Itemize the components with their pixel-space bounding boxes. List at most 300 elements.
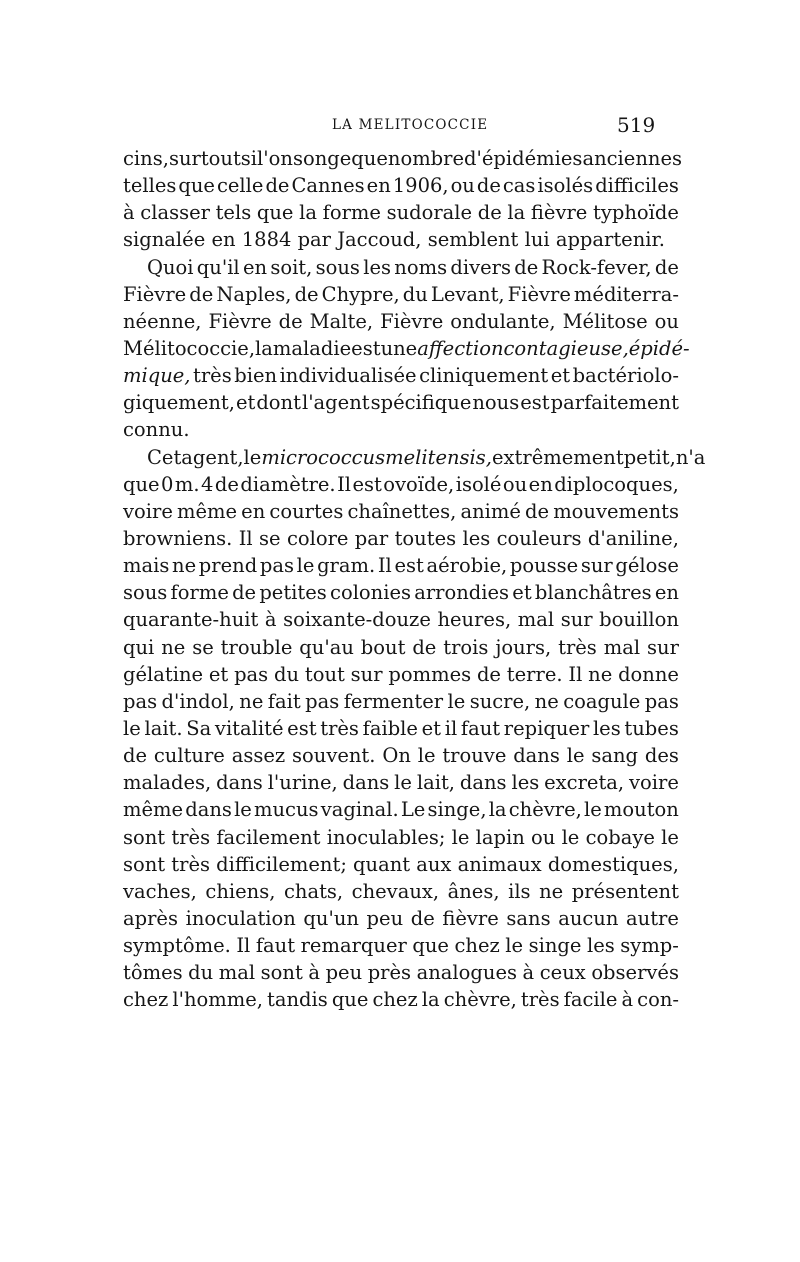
text-line (123, 444, 706, 471)
word: pas (644, 689, 679, 713)
word: ne (161, 635, 186, 659)
word: le (447, 689, 466, 713)
word: inoculation (185, 906, 296, 930)
word: trouble (220, 635, 293, 659)
word: dans (513, 744, 560, 768)
word: aérobie, (426, 554, 508, 578)
word: autre (626, 906, 679, 930)
word: de (412, 635, 437, 659)
word: singe, (427, 798, 487, 822)
word: malades, (123, 771, 212, 795)
word: chats, (283, 879, 344, 903)
word: sous (123, 581, 168, 605)
word: chèvre, (443, 988, 517, 1012)
word: On (382, 744, 411, 768)
word: parfaitement (550, 391, 679, 415)
word: sur (350, 662, 383, 686)
word: et (512, 581, 532, 605)
word: pas (123, 689, 158, 713)
word: lui (524, 228, 556, 252)
text-line (123, 281, 679, 308)
word: difficilement; (216, 852, 347, 876)
word: que (412, 934, 449, 958)
word: que (331, 988, 369, 1012)
word: l'agent (301, 391, 370, 415)
word: des (644, 744, 679, 768)
word: Le (400, 798, 426, 822)
text-line (123, 254, 679, 281)
word: quant (353, 852, 411, 876)
word: en (366, 174, 391, 198)
word: si (240, 147, 258, 170)
word: en (211, 228, 242, 252)
word: surtout (168, 147, 241, 170)
word: lait, (416, 771, 455, 795)
word: aux (416, 852, 452, 876)
text-line (123, 199, 679, 226)
word: micrococcus (261, 445, 386, 469)
word: dans (185, 798, 232, 822)
word: symp- (620, 934, 679, 958)
word: Malte, (309, 309, 374, 333)
word: courtes (269, 499, 344, 523)
word: terre. (506, 662, 563, 686)
word: le (661, 825, 679, 849)
word: mal (603, 635, 641, 659)
word: colore (286, 526, 349, 550)
text-line (123, 796, 679, 823)
word: extrêmement (492, 445, 624, 469)
word: petites (259, 581, 327, 605)
word: couleurs (496, 526, 582, 550)
word: mouton (603, 798, 679, 822)
word: pas (259, 554, 294, 578)
word: mouvements (553, 499, 679, 523)
word: le (505, 934, 524, 958)
word: chaînettes, (347, 499, 457, 523)
text-line (123, 471, 679, 498)
word: méditerra- (573, 282, 679, 306)
word: la (421, 988, 440, 1012)
word: ou (502, 472, 528, 496)
word: individualisée (279, 364, 417, 388)
word: pas (234, 662, 269, 686)
word: la (299, 201, 317, 225)
word: lapin (475, 825, 525, 849)
word: ou (450, 174, 475, 198)
word: Mélitose (562, 309, 648, 333)
text-line (123, 905, 679, 932)
word: d'aniline, (587, 526, 679, 550)
word: peu (366, 906, 404, 930)
word: Naples, (216, 282, 292, 306)
word: voire (123, 499, 173, 523)
word: n'a (675, 445, 706, 469)
word: Fièvre (380, 309, 444, 333)
word: analogues (416, 961, 517, 985)
word: les (592, 716, 621, 740)
word: d'indol, (161, 689, 235, 713)
word: trouve (442, 744, 507, 768)
word: Mélitococcie, (123, 336, 256, 360)
word: Levant, (430, 282, 505, 306)
word: isolés (537, 174, 594, 198)
word: domestiques, (547, 852, 679, 876)
text-line (123, 824, 679, 851)
word: arrondies (414, 581, 510, 605)
word: est (351, 336, 381, 360)
word: près (367, 961, 412, 985)
word: isolé (455, 472, 502, 496)
word: et (421, 716, 442, 740)
word: dont (256, 391, 301, 415)
word: classer (140, 201, 210, 225)
word: ânes, (447, 879, 500, 903)
word: les (363, 255, 392, 279)
word: que (178, 174, 215, 198)
text-line (123, 688, 679, 715)
word: Il (568, 662, 583, 686)
word: chez (372, 988, 418, 1012)
word: la (488, 798, 507, 822)
text-line (123, 498, 679, 525)
word: et (550, 364, 571, 388)
word: que (351, 147, 388, 170)
word: à (621, 988, 634, 1012)
word: présentent (571, 879, 679, 903)
text-line (123, 959, 679, 986)
text-line (123, 715, 679, 742)
word: de (232, 581, 257, 605)
word: 1906, (392, 174, 449, 198)
word: les (586, 934, 615, 958)
word: de (294, 282, 319, 306)
word: est (520, 391, 550, 415)
word: fait (267, 689, 301, 713)
word: en (241, 499, 266, 523)
text-line (123, 769, 679, 796)
word: en (242, 255, 268, 279)
word: très (520, 988, 560, 1012)
text-line (123, 172, 679, 199)
word: facilement (216, 825, 321, 849)
word: giquement, (123, 391, 235, 415)
word: néenne, (123, 309, 202, 333)
word: culture (153, 744, 225, 768)
word: très (320, 716, 359, 740)
word: de (214, 472, 239, 496)
word: 1884 (241, 228, 298, 252)
word: sont (123, 852, 166, 876)
word: par (297, 228, 338, 252)
word: fermenter (343, 689, 444, 713)
word: le (566, 744, 585, 768)
word: ou (654, 309, 679, 333)
word: cins, (123, 147, 169, 170)
word: connu. (123, 418, 190, 442)
word: même (123, 798, 184, 822)
word: chez (123, 988, 169, 1012)
word: mique, (123, 364, 191, 388)
word: ou (531, 825, 556, 849)
word: de (476, 174, 501, 198)
word: semblent (427, 228, 525, 252)
word: Fièvre (507, 282, 571, 306)
word: très (558, 635, 597, 659)
word: songe (292, 147, 352, 170)
word: sur (560, 608, 593, 632)
word: assez (231, 744, 286, 768)
word: de (278, 309, 303, 333)
word: qu'un (303, 906, 359, 930)
word: une (380, 336, 418, 360)
word: ne (172, 554, 197, 578)
word: animaux (457, 852, 542, 876)
word: cobaye (585, 825, 655, 849)
word: excreta, (544, 771, 625, 795)
word: ils (508, 879, 531, 903)
word: Il (238, 526, 253, 550)
word: ovoïde, (383, 472, 455, 496)
word: de (514, 255, 539, 279)
word: sans (506, 906, 551, 930)
word: il (444, 716, 458, 740)
word: Il (337, 472, 352, 496)
word: anciennes (582, 147, 682, 170)
word: sous (315, 255, 360, 279)
word: nombre (387, 147, 465, 170)
word: les (511, 771, 540, 795)
running-title: LA MELITOCOCCIE (332, 117, 489, 133)
text-line (123, 634, 679, 661)
text-line (123, 552, 679, 579)
word: et (235, 391, 256, 415)
word: le (296, 554, 315, 578)
word: sont (260, 961, 303, 985)
word: spécifique (370, 391, 472, 415)
word: de (189, 282, 214, 306)
text-line (123, 335, 690, 362)
word: sang (591, 744, 639, 768)
word: et (208, 662, 229, 686)
word: fièvre (530, 201, 588, 225)
word: forme (170, 581, 229, 605)
word: toutes (394, 526, 457, 550)
word: animé (460, 499, 521, 523)
word: agent, (181, 445, 244, 469)
word: qui (123, 635, 155, 659)
word: Il (236, 934, 251, 958)
word: ne (534, 689, 559, 713)
word: trois (443, 635, 489, 659)
word: tubes (624, 716, 679, 740)
word: gélatine (123, 662, 204, 686)
word: le (417, 744, 436, 768)
text-line (123, 308, 679, 335)
word: qu'au (299, 635, 354, 659)
body-text (123, 145, 706, 1014)
word: appartenir. (555, 228, 665, 252)
word: blanchâtres (534, 581, 652, 605)
word: quarante-huit (123, 608, 259, 632)
text-line (123, 932, 679, 959)
word: Chypre, (321, 282, 400, 306)
word: même (176, 499, 238, 523)
word: coagule (563, 689, 641, 713)
word: Cet (147, 445, 182, 469)
word: colonies (330, 581, 412, 605)
word: tômes (123, 961, 183, 985)
word: cliniquement (419, 364, 549, 388)
text-line (123, 389, 679, 416)
word: de (525, 499, 550, 523)
word: l'urine, (267, 771, 338, 795)
word: bien (234, 364, 278, 388)
word: sur (580, 554, 613, 578)
word: cas (502, 174, 536, 198)
word: du (188, 961, 214, 985)
word: signalée (123, 228, 212, 252)
text-line (123, 579, 679, 606)
word: le (394, 771, 412, 795)
word: pas (305, 689, 340, 713)
word: jours, (495, 635, 552, 659)
word: sur (647, 635, 679, 659)
word: le (583, 798, 602, 822)
word: diamètre. (240, 472, 336, 496)
word: du (402, 282, 428, 306)
text-line (123, 145, 682, 172)
word: ne (588, 662, 613, 686)
word: melitensis, (385, 445, 492, 469)
word: pommes (388, 662, 472, 686)
word: sont (123, 825, 166, 849)
word: soit, (270, 255, 313, 279)
word: très (171, 852, 211, 876)
word: forme (322, 201, 381, 225)
word: voire (629, 771, 679, 795)
word: Quoi (147, 255, 194, 279)
word: la (507, 201, 526, 225)
word: en (654, 581, 679, 605)
word: ceux (539, 961, 586, 985)
text-line (123, 986, 679, 1013)
word: de (477, 201, 502, 225)
word: dans (342, 771, 390, 795)
word: Il (377, 554, 392, 578)
word: lait. (144, 716, 183, 740)
word: chèvre, (508, 798, 582, 822)
word: vaches, (123, 879, 197, 903)
word: petit, (623, 445, 676, 469)
word: soixante-douze (283, 608, 431, 632)
text-line (123, 851, 679, 878)
word: le (243, 445, 262, 469)
word: mucus (254, 798, 319, 822)
word: bout (360, 635, 406, 659)
text-line (123, 606, 679, 633)
word: ne (539, 879, 564, 903)
word: de (265, 174, 290, 198)
word: de (123, 744, 148, 768)
text-line (123, 525, 679, 552)
word: d'épidémies (464, 147, 583, 170)
word: contagieuse, (503, 336, 629, 360)
word: de (654, 255, 679, 279)
word: de (410, 906, 435, 930)
word: la (255, 336, 273, 360)
word: à (123, 201, 135, 225)
word: que (256, 201, 294, 225)
word: fièvre (442, 906, 499, 930)
word: repiquer (503, 716, 590, 740)
word: dans (216, 771, 263, 795)
word: chevaux, (351, 879, 440, 903)
word: inoculables; (326, 825, 446, 849)
word: remarquer (300, 934, 407, 958)
word: les (462, 526, 491, 550)
word: l'on (257, 147, 293, 170)
word: maladie (272, 336, 352, 360)
word: se (259, 526, 281, 550)
word: symptôme. (123, 934, 231, 958)
word: vaginal. (320, 798, 399, 822)
word: tels (215, 201, 252, 225)
word: bouillon (599, 608, 679, 632)
word: heures, (437, 608, 512, 632)
word: singe (528, 934, 582, 958)
word: pousse (509, 554, 579, 578)
word: 0 (161, 472, 174, 496)
word: Rock-fever, (541, 255, 652, 279)
word: prend (198, 554, 258, 578)
word: gram. (317, 554, 376, 578)
word: facile (563, 988, 618, 1012)
word: Fièvre (123, 282, 187, 306)
word: sudorale (386, 201, 473, 225)
word: 4 (201, 472, 214, 496)
word: faible (362, 716, 418, 740)
word: épidé- (628, 336, 690, 360)
word: divers (450, 255, 511, 279)
word: le (561, 825, 580, 849)
word: souvent. (292, 744, 376, 768)
word: tandis (267, 988, 328, 1012)
word: chez (454, 934, 500, 958)
text-line (123, 878, 679, 905)
text-line (123, 742, 679, 769)
word: vitalité (214, 716, 284, 740)
word: à (522, 961, 535, 985)
text-line (123, 362, 679, 389)
word: bactériolo- (572, 364, 679, 388)
text-line (123, 226, 679, 253)
word: diplocoques, (554, 472, 679, 496)
word: affection (417, 336, 504, 360)
word: typhoïde (592, 201, 679, 225)
word: celle (216, 174, 264, 198)
word: noms (394, 255, 448, 279)
word: con- (637, 988, 679, 1012)
word: qu'il (196, 255, 240, 279)
word: très (193, 364, 232, 388)
word: faut (255, 934, 296, 958)
word: donne (618, 662, 679, 686)
word: du (274, 662, 300, 686)
word: mal (517, 608, 555, 632)
word: observés (591, 961, 679, 985)
word: est (352, 472, 382, 496)
